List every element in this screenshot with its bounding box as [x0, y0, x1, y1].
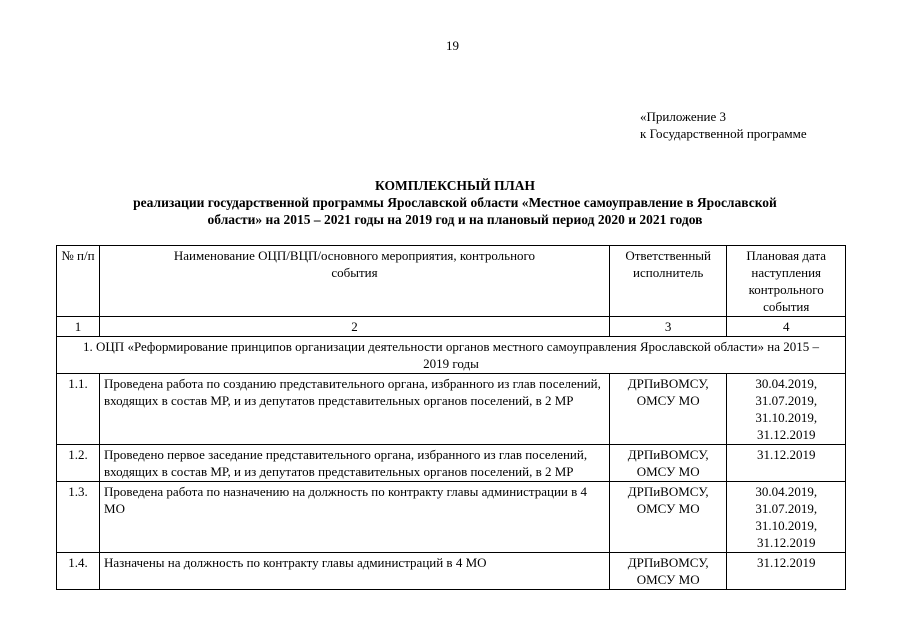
row-dates: [727, 482, 846, 553]
row-date: 30.04.2019,: [755, 376, 818, 391]
section-title: 1. ОЦП «Реформирование принципов организации деятельности органов местного самоуправления Ярославской области» на 2015 – 2019 годы: [57, 337, 846, 374]
row-date: 31.12.2019: [756, 427, 816, 442]
row-date: 31.07.2019,: [755, 501, 818, 516]
row-name: Проведено первое заседание представительного органа, избранного из глав поселений, входящих в состав МР, и из депутатов представительных органов поселений, в 2 МР: [100, 445, 610, 482]
col-number-2: 2: [100, 317, 610, 337]
header-num: № п/п: [57, 246, 100, 317]
row-executor: ДРПиВОМСУ, ОМСУ МО: [609, 482, 727, 553]
row-name: Проведена работа по созданию представительного органа, избранного из глав поселений, входящих в состав МР, и из депутатов представительных органов поселений, в 2 МР: [100, 374, 610, 445]
row-num: 1.1.: [57, 374, 100, 445]
appendix-line-2: к Государственной программе: [640, 126, 807, 141]
header-date: Плановая дата наступления контрольного события: [727, 246, 846, 317]
row-date: 31.12.2019: [756, 447, 816, 462]
table-row: [57, 482, 846, 553]
document-title: [40, 177, 870, 228]
row-dates: [727, 374, 846, 445]
row-date: 31.10.2019,: [755, 518, 818, 533]
row-executor: ДРПиВОМСУ, ОМСУ МО: [609, 445, 727, 482]
row-executor: ДРПиВОМСУ, ОМСУ МО: [609, 374, 727, 445]
title-line-2: реализации государственной программы Ярославской области «Местное самоуправление в Ярославской: [133, 195, 777, 210]
column-numbers-row: [57, 317, 846, 337]
table-row: [57, 374, 846, 445]
row-dates: [727, 445, 846, 482]
page-number: 19: [446, 38, 459, 53]
table-row: [57, 553, 846, 590]
col-number-4: 4: [727, 317, 846, 337]
row-date: 31.12.2019: [756, 555, 816, 570]
row-executor: ДРПиВОМСУ, ОМСУ МО: [609, 553, 727, 590]
row-num: 1.4.: [57, 553, 100, 590]
plan-table: [56, 245, 846, 590]
title-line-3: области» на 2015 – 2021 годы на 2019 год и на плановый период 2020 и 2021 годов: [207, 212, 703, 227]
col-number-3: 3: [609, 317, 727, 337]
row-date: 31.07.2019,: [755, 393, 818, 408]
col-number-1: 1: [57, 317, 100, 337]
row-name: Проведена работа по назначению на должность по контракту главы администрации в 4 МО: [100, 482, 610, 553]
appendix-note: [640, 108, 807, 142]
row-date: 31.10.2019,: [755, 410, 818, 425]
row-date: 31.12.2019: [756, 535, 816, 550]
row-num: 1.3.: [57, 482, 100, 553]
header-executor: Ответственный исполнитель: [609, 246, 727, 317]
row-dates: [727, 553, 846, 590]
appendix-line-1: «Приложение 3: [640, 109, 727, 124]
section-row: [57, 337, 846, 374]
table-row: [57, 445, 846, 482]
row-date: 30.04.2019,: [755, 484, 818, 499]
header-name: Наименование ОЦП/ВЦП/основного мероприятия, контрольного события: [100, 246, 610, 317]
row-name: Назначены на должность по контракту главы администраций в 4 МО: [100, 553, 610, 590]
title-line-1: КОМПЛЕКСНЫЙ ПЛАН: [375, 178, 535, 193]
table-header-row: [57, 246, 846, 317]
row-num: 1.2.: [57, 445, 100, 482]
